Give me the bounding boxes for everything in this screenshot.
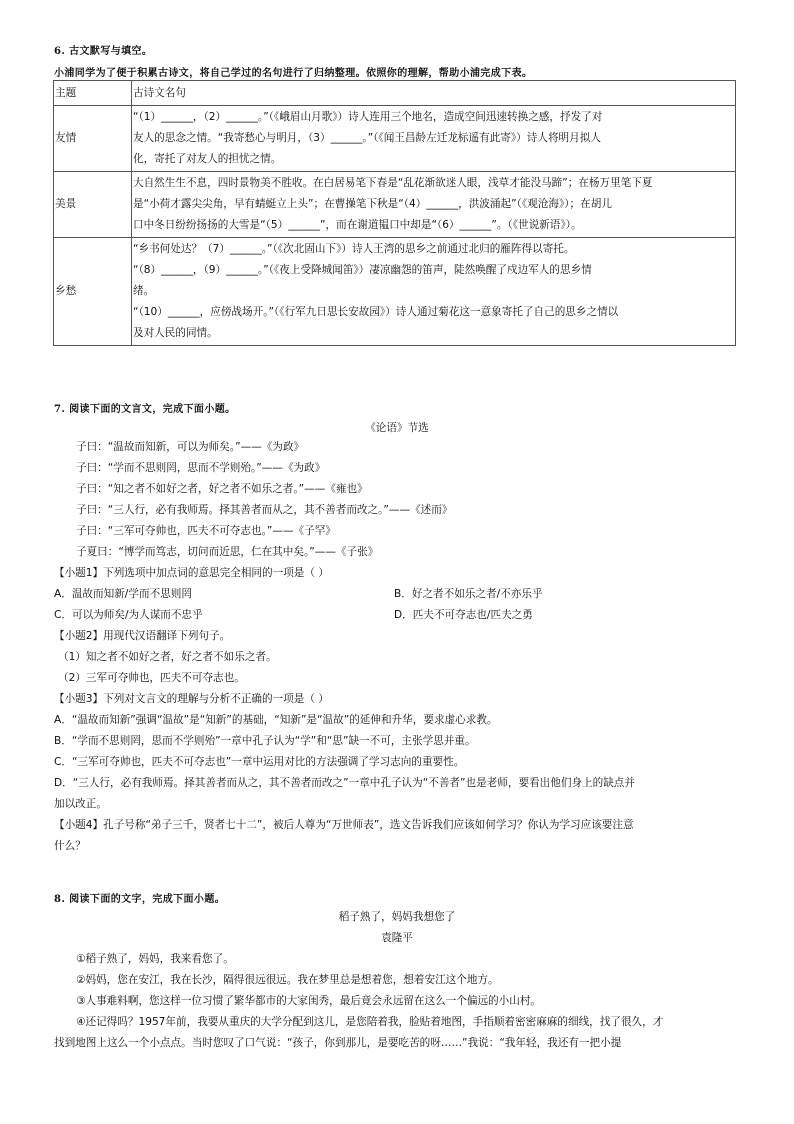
row-line: “（10）______，应傍战场开。”（《行军九日思长安故园》）诗人通过菊花这一意象寄托了自己的思乡之情以 xyxy=(133,306,619,318)
quote-line: 子曰：“三人行，必有我师焉。择其善者而从之，其不善者而改之。”——《述而》 xyxy=(76,504,453,516)
row-content xyxy=(132,238,736,346)
passage-paragraph: ②妈妈，您在安江，我在长沙，隔得很远很远。我在梦里总是想着您，想着安江这个地方。 xyxy=(76,974,499,986)
row-line: 绪。 xyxy=(133,285,155,297)
sub3-option-c[interactable]: C．“三军可夺帅也，匹夫不可夺志也”一章中运用对比的方法强调了学习志向的重要性。 xyxy=(54,756,465,768)
row-theme: 乡愁 xyxy=(54,238,132,346)
row-line: 口中冬日纷纷扬扬的大雪是“（5）______”，而在谢道韫口中却是“（6）______”。（《世说新语》）。 xyxy=(133,219,582,231)
row-line: 化，寄托了对友人的担忧之情。 xyxy=(133,153,282,165)
sub1-option-d[interactable]: D．匹夫不可夺志也/匹夫之勇 xyxy=(394,609,533,621)
header-lines: 古诗文名句 xyxy=(132,81,736,106)
row-line: “（1）______，（2）______。”（《峨眉山月歌》）诗人连用三个地名，造成空间迅速转换之感，抒发了对 xyxy=(133,111,603,123)
row-line: 大自然生生不息，四时景物美不胜收。在白居易笔下春是“乱花渐欲迷人眼，浅草才能没马蹄”；在杨万里笔下夏 xyxy=(133,177,653,189)
sub1-option-b[interactable]: B．好之者不如乐之者/不亦乐乎 xyxy=(394,588,543,600)
quote-line: 子曰：“温故而知新，可以为师矣。”——《为政》 xyxy=(76,441,305,453)
row-line: 及对人民的同情。 xyxy=(133,327,218,339)
q8-heading: 8. 阅读下面的文字，完成下面小题。 xyxy=(54,894,226,905)
header-theme: 主题 xyxy=(54,81,132,106)
sub3-option-b[interactable]: B．“学而不思则罔，思而不学则殆”一章中孔子认为“学”和“思”缺一不可，主张学思并重。 xyxy=(54,735,476,747)
table-row xyxy=(54,106,736,172)
sub3-option-a[interactable]: A．“温故而知新”强调“温故”是“知新”的基础，“知新”是“温故”的延伸和升华，要求虚心求教。 xyxy=(54,714,498,726)
table-row xyxy=(54,238,736,346)
passage-paragraph: ③人事难料啊，您这样一位习惯了繁华都市的大家闺秀，最后竟会永远留在这么一个偏远的小山村。 xyxy=(76,995,542,1007)
quote-line: 子曰：“三军可夺帅也，匹夫不可夺志也。”——《子罕》 xyxy=(76,525,336,537)
row-content xyxy=(132,106,736,172)
quote-line: 子夏曰：“博学而笃志，切问而近思，仁在其中矣。”——《子张》 xyxy=(76,546,379,558)
sub2-stem: 【小题2】用现代汉语翻译下列句子。 xyxy=(54,630,231,642)
q8-author: 袁隆平 xyxy=(381,932,413,944)
row-line: “乡书何处达？（7）______。”（《次北固山下》）诗人王湾的思乡之前通过北归的雁阵得以寄托。 xyxy=(133,243,575,255)
row-line: 是“小荷才露尖尖角，早有蜻蜓立上头”；在曹操笔下秋是“（4）______，洪波涌起”（《观沧海》）；在胡儿 xyxy=(133,198,612,210)
row-theme: 美景 xyxy=(54,172,132,238)
sub3-option-d-cont: 加以改正。 xyxy=(54,798,107,810)
row-line: 友人的思念之情。“我寄愁心与明月，（3）______。”（《闻王昌龄左迁龙标遥有此寄》）诗人将明月拟人 xyxy=(133,132,601,144)
sub1-stem: 【小题1】下列选项中加点词的意思完全相同的一项是（ ） xyxy=(54,567,329,579)
quote-line: 子曰：“学而不思则罔，思而不学则殆。”——《为政》 xyxy=(76,462,326,474)
q7-title: 《论语》节选 xyxy=(365,422,429,434)
sub1-option-c[interactable]: C．可以为师矣/为人谋而不忠乎 xyxy=(54,609,203,621)
q8-title: 稻子熟了，妈妈我想您了 xyxy=(338,911,456,923)
q6-intro: 小浦同学为了便于积累古诗文，将自己学过的名句进行了归纳整理。依照你的理解，帮助小浦完成下表。 xyxy=(54,68,533,79)
sub3-stem: 【小题3】下列对文言文的理解与分析不正确的一项是（ ） xyxy=(54,693,329,705)
sub4-stem-cont: 什么？ xyxy=(54,840,86,852)
q6-heading: 6. 古文默写与填空。 xyxy=(54,46,153,57)
passage-paragraph: ①稻子熟了，妈妈，我来看您了。 xyxy=(76,953,234,965)
sub3-option-d[interactable]: D．“三人行，必有我师焉。择其善者而从之，其不善者而改之”一章中孔子认为“不善者”也是老师，要看出他们身上的缺点并 xyxy=(54,777,635,789)
row-line: “（8）______，（9）______。”（《夜上受降城闻笛》）凄凉幽怨的笛声，陡然唤醒了戍边军人的思乡情 xyxy=(133,264,592,276)
poem-table xyxy=(53,80,736,346)
sub2-sentence-1: （1）知之者不如好之者，好之者不如乐之者。 xyxy=(58,651,277,663)
row-content xyxy=(132,172,736,238)
table-row xyxy=(54,172,736,238)
sub4-stem: 【小题4】孔子号称“弟子三千，贤者七十二”，被后人尊为“万世师表”，选文告诉我们应该如何学习？你认为学习应该要注意 xyxy=(54,819,634,831)
quote-line: 子曰：“知之者不如好之者，好之者不如乐之者。”——《雍也》 xyxy=(76,483,368,495)
passage-paragraph: ④还记得吗？1957年前，我要从重庆的大学分配到这儿，是您陪着我，脸贴着地图，手指顺着密密麻麻的细线，找了很久，才 xyxy=(76,1016,664,1028)
sub1-option-a[interactable]: A．温故而知新/学而不思则罔 xyxy=(54,588,192,600)
row-theme: 友情 xyxy=(54,106,132,172)
q7-heading: 7. 阅读下面的文言文，完成下面小题。 xyxy=(54,404,236,415)
table-header-row xyxy=(54,81,736,106)
passage-paragraph-cont: 找到地图上这么一个小点点。当时您叹了口气说：“孩子，你到那儿，是要吃苦的呀……”我说：“我年轻，我还有一把小提 xyxy=(54,1037,622,1049)
sub2-sentence-2: （2）三军可夺帅也，匹夫不可夺志也。 xyxy=(58,672,245,684)
